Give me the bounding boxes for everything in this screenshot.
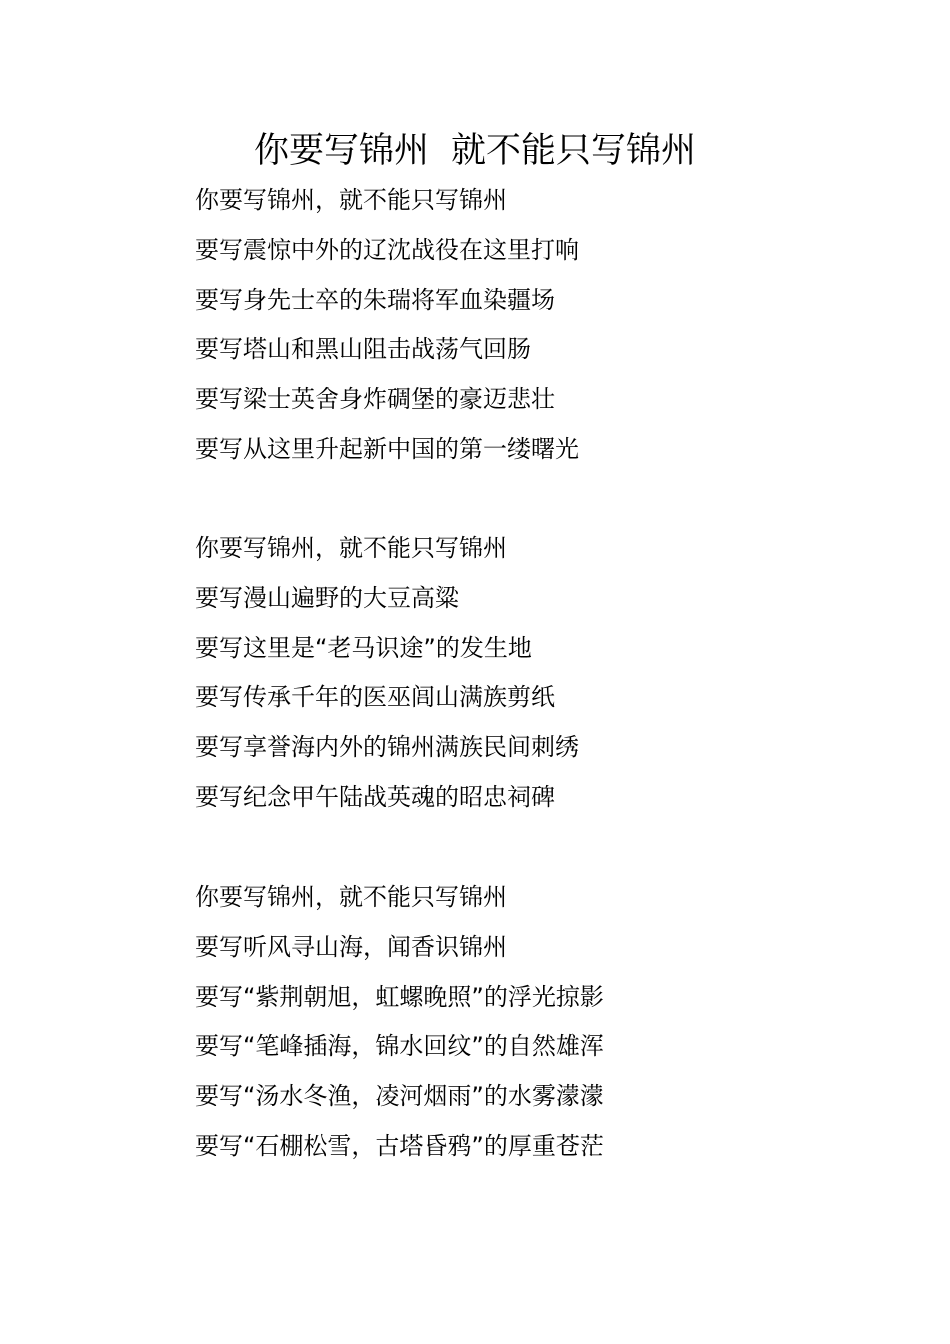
stanza-3 (195, 873, 915, 1172)
poem-line: 要写塔山和黑山阻击战荡气回肠 (195, 335, 531, 364)
title-part-1: 你要写锦州 (253, 131, 429, 171)
poem-line: 要写“汤水冬渔，凌河烟雨”的水雾濛濛 (195, 1082, 604, 1111)
poem-line: 你要写锦州，就不能只写锦州 (195, 534, 507, 562)
poem-line: 你要写锦州，就不能只写锦州 (195, 883, 507, 911)
poem-line: 要写“笔峰插海，锦水回纹”的自然雄浑 (195, 1032, 604, 1061)
poem-line: 你要写锦州，就不能只写锦州 (195, 186, 507, 214)
title-part-2: 就不能只写锦州 (451, 131, 697, 171)
stanza-1 (195, 176, 915, 475)
poem-line: 要写梁士英舍身炸碉堡的豪迈悲壮 (195, 385, 555, 414)
poem-line: 要写震惊中外的辽沈战役在这里打响 (195, 235, 579, 264)
stanza-2 (195, 524, 915, 823)
poem-line: 要写这里是“老马识途”的发生地 (195, 633, 532, 662)
poem-line: 要写“石棚松雪，古塔昏鸦”的厚重苍茫 (195, 1131, 604, 1160)
poem-line: 要写“紫荆朝旭，虹螺晚照”的浮光掠影 (195, 982, 604, 1011)
poem-line: 要写听风寻山海，闻香识锦州 (195, 932, 507, 961)
poem-line: 要写从这里升起新中国的第一缕曙光 (195, 434, 579, 463)
poem-line: 要写纪念甲午陆战英魂的昭忠祠碑 (195, 782, 555, 811)
poem-line: 要写身先士卒的朱瑞将军血染疆场 (195, 285, 555, 314)
poem-line: 要写享誉海内外的锦州满族民间刺绣 (195, 733, 579, 762)
poem-line: 要写漫山遍野的大豆高粱 (195, 583, 459, 612)
poem-line: 要写传承千年的医巫闾山满族剪纸 (195, 683, 555, 712)
document-title (0, 126, 950, 176)
